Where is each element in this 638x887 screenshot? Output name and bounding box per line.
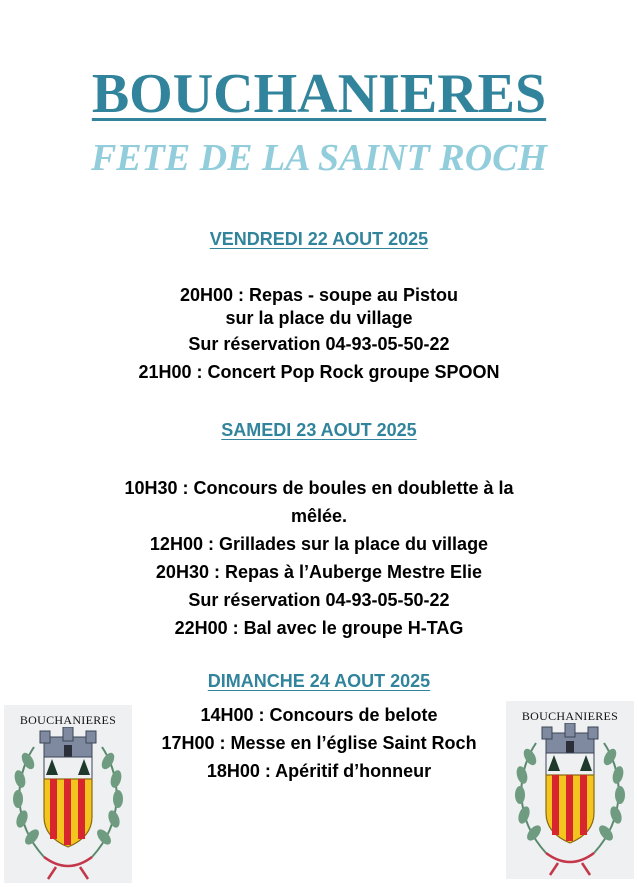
program-line: mêlée. (290, 506, 348, 526)
crest-right (506, 701, 634, 879)
program-line: 18H00 : Apéritif d’honneur (206, 761, 432, 781)
program-line: Sur réservation 04-93-05-50-22 (188, 334, 450, 354)
coat-of-arms-icon (4, 727, 132, 883)
page-subtitle: FETE DE LA SAINT ROCH (90, 137, 548, 179)
program-line: 22H00 : Bal avec le groupe H-TAG (174, 618, 464, 638)
day-heading-friday: VENDREDI 22 AOUT 2025 (209, 229, 429, 249)
page-title: BOUCHANIERES (91, 63, 547, 125)
coat-of-arms-icon (506, 723, 634, 879)
program-line: 21H00 : Concert Pop Rock groupe SPOON (138, 362, 500, 382)
crest-label: BOUCHANIERES (521, 709, 619, 723)
crest-label: BOUCHANIERES (19, 713, 117, 727)
program-line: 10H30 : Concours de boules en doublette à la (124, 478, 514, 498)
day-heading-saturday: SAMEDI 23 AOUT 2025 (221, 420, 417, 440)
program-line: 17H00 : Messe en l’église Saint Roch (161, 733, 477, 753)
program-saturday (0, 474, 638, 642)
day-heading-sunday: DIMANCHE 24 AOUT 2025 (207, 671, 431, 691)
program-line: 20H00 : Repas - soupe au Pistou (179, 285, 459, 305)
program-line: sur la place du village (225, 308, 413, 328)
program-line: 20H30 : Repas à l’Auberge Mestre Elie (155, 562, 483, 582)
program-line: Sur réservation 04-93-05-50-22 (188, 590, 450, 610)
crest-left (4, 705, 132, 883)
program-line: 12H00 : Grillades sur la place du village (149, 534, 489, 554)
program-line: 14H00 : Concours de belote (200, 705, 438, 725)
program-friday (0, 284, 638, 386)
